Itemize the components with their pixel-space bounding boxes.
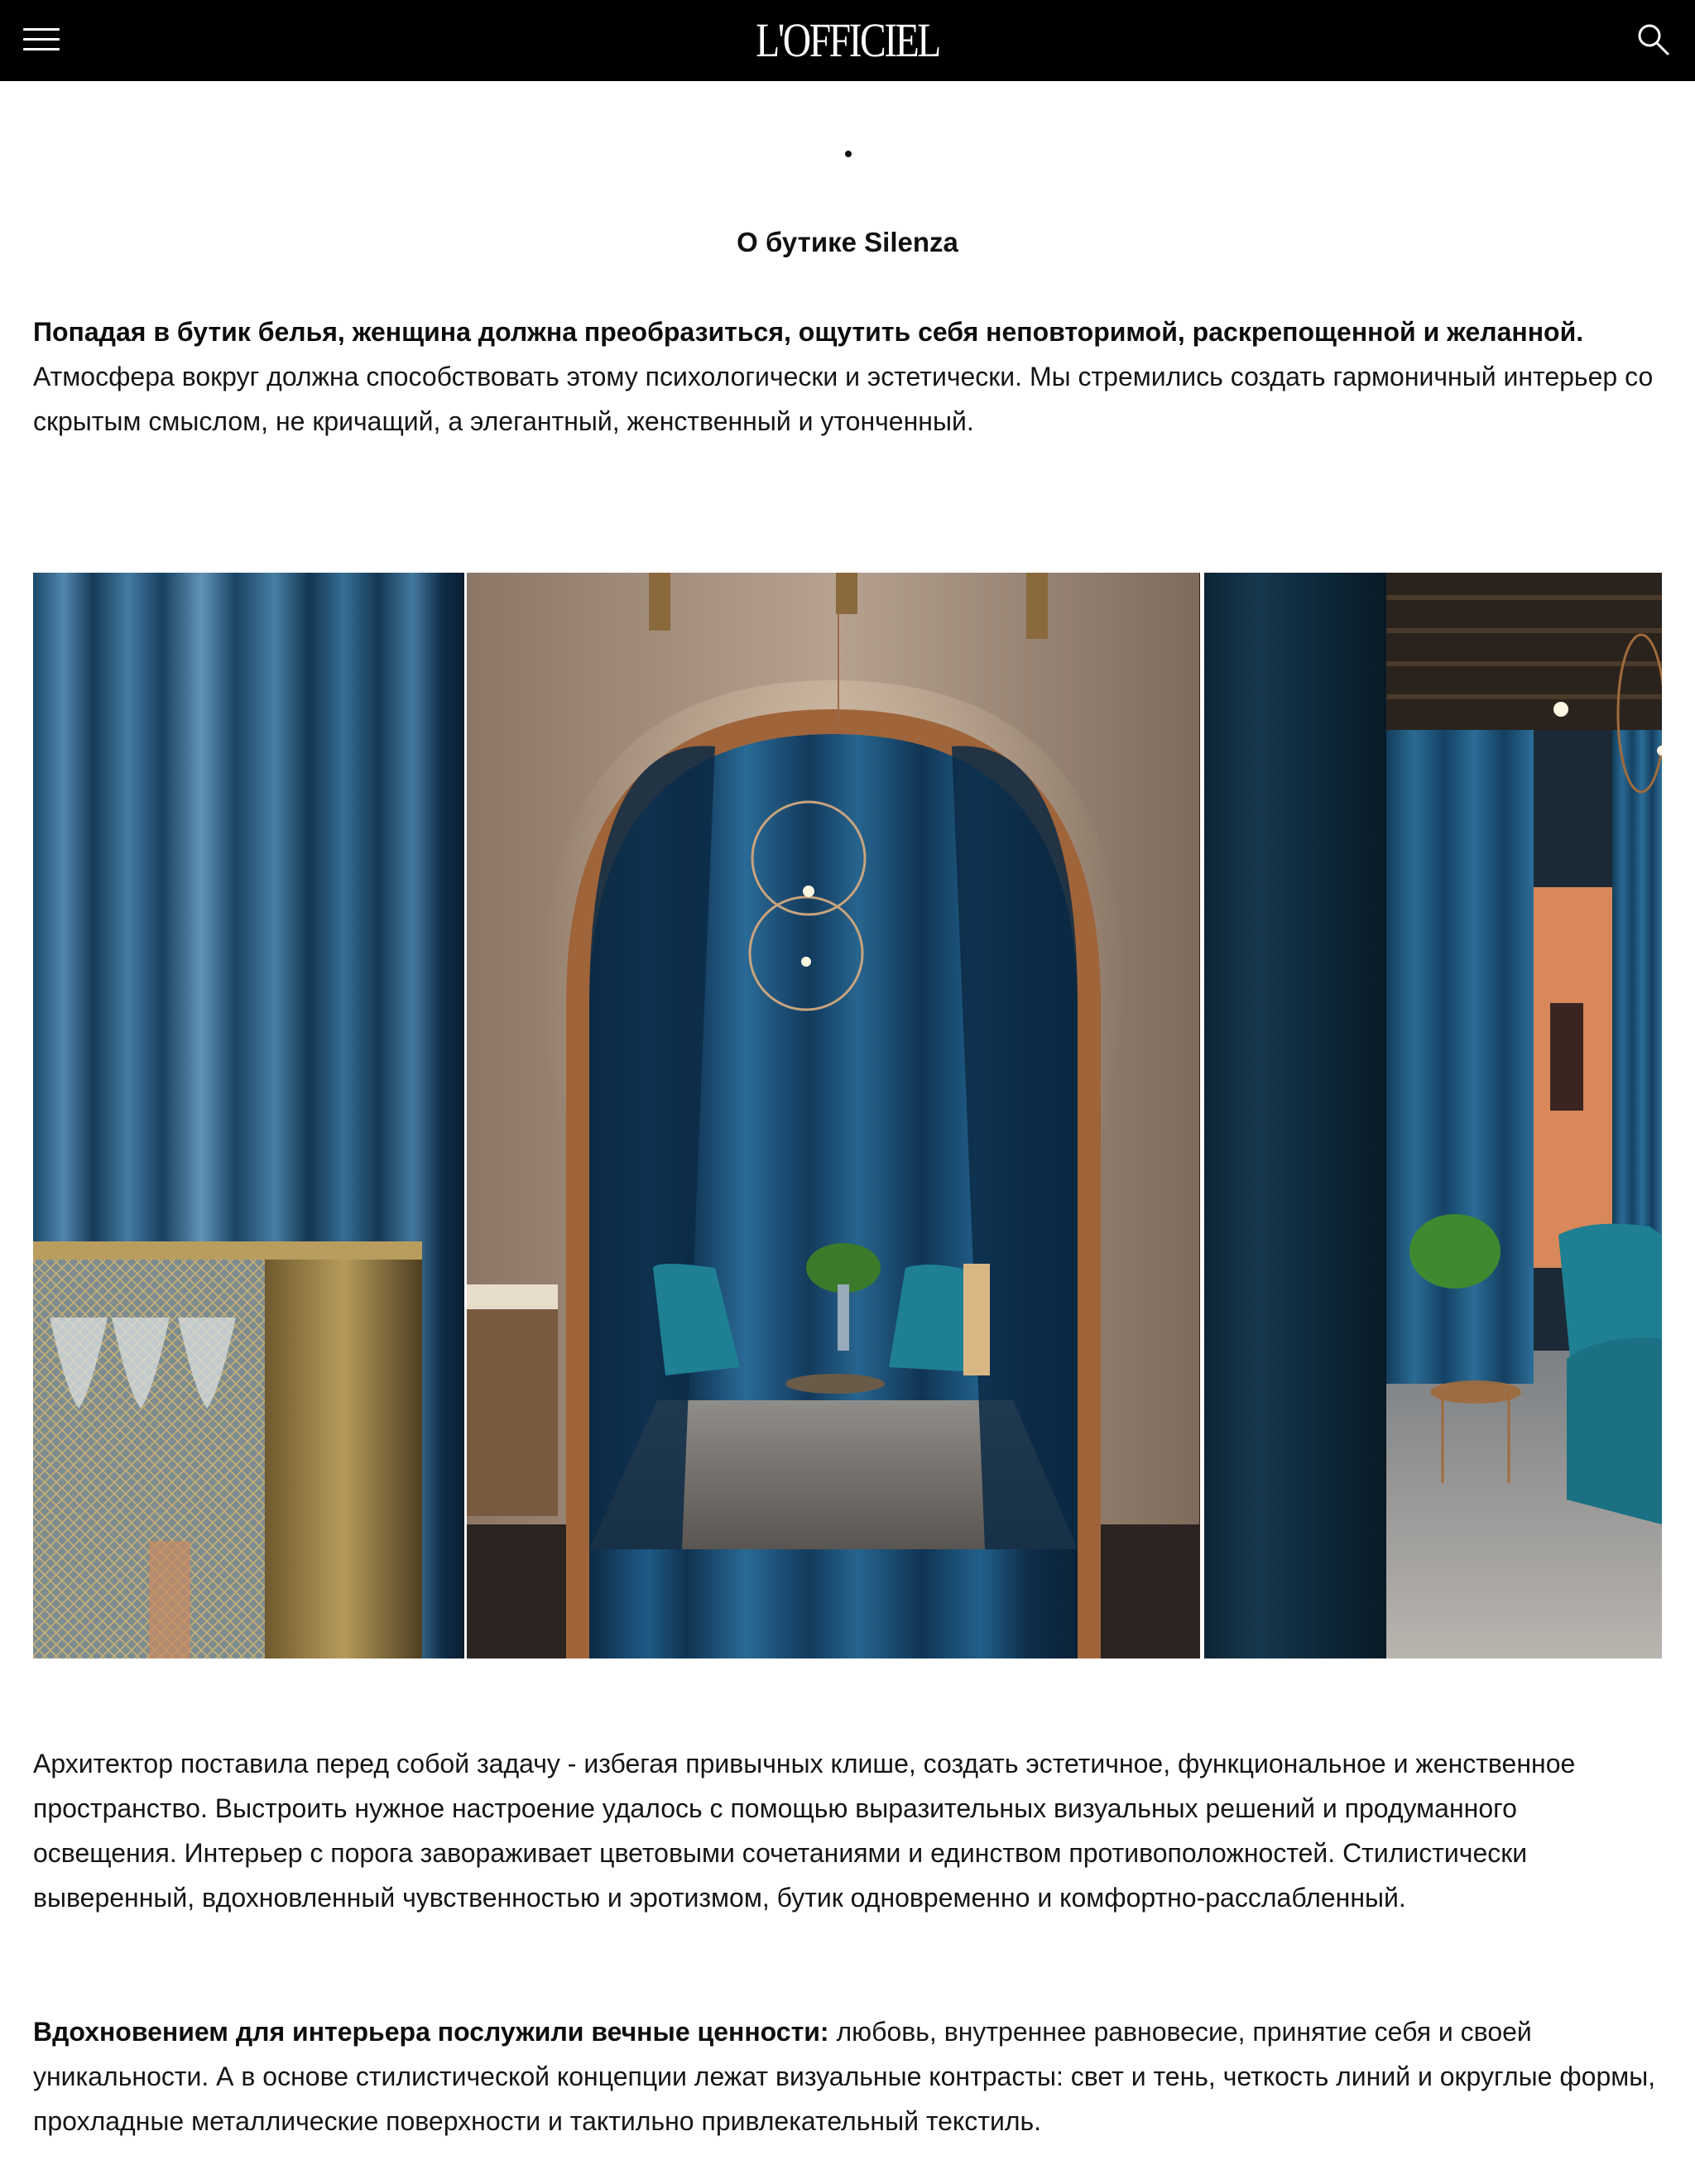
gallery-photo-arch-armchairs (467, 573, 1200, 1658)
inspiration-paragraph (33, 2009, 1664, 2143)
gallery-photo-curtain-cabinet (33, 573, 464, 1658)
section-divider-dot (845, 151, 852, 157)
logo-text[interactable]: L'OFFICIEL (756, 13, 939, 67)
body-paragraph: Архитектор поставила перед собой задачу - избегая привычных клише, создать эстетичное, функциональное и женственное пространство. Выстроить нужное настроение удалось с помощью выразительных визуальных решений и продуманного освещения. Интерьер с порога завораживает цветовыми сочетаниями и единством противоположностей. Стилистически выверенный, вдохновленный чувственностью и эротизмом, бутик одновременно и комфортно-расслабленный. (33, 1749, 1576, 1913)
top-navigation-bar (0, 0, 1695, 81)
inspiration-regular-text: любовь, внутреннее равновесие, принятие себя и своей уникальности. А в основе стилистической концепции лежат визуальные контрасты: свет и тень, четкость линий и округлые формы, прохладные металлические поверхности и тактильно привлекательный текстиль. (33, 2017, 1656, 2136)
intro-regular-text: Атмосфера вокруг должна способствовать этому психологически и эстетически. Мы стремились создать гармоничный интерьер со скрытым смыслом, не кричащий, а элегантный, женственный и утонченный. (33, 362, 1654, 436)
site-logo (152, 12, 1542, 70)
inspiration-bold-text: Вдохновением для интерьера послужили вечные ценности: (33, 2017, 829, 2047)
intro-paragraph (33, 310, 1664, 444)
interior-photo-gallery (33, 573, 1662, 1658)
hamburger-menu-icon[interactable] (23, 25, 61, 55)
search-icon[interactable] (1635, 22, 1672, 58)
intro-bold-text: Попадая в бутик белья, женщина должна преобразиться, ощутить себя неповторимой, раскрепощенной и желанной. (33, 317, 1584, 347)
section-title: О бутике Silenza (737, 227, 958, 257)
gallery-photo-fitting-area (1203, 573, 1662, 1658)
